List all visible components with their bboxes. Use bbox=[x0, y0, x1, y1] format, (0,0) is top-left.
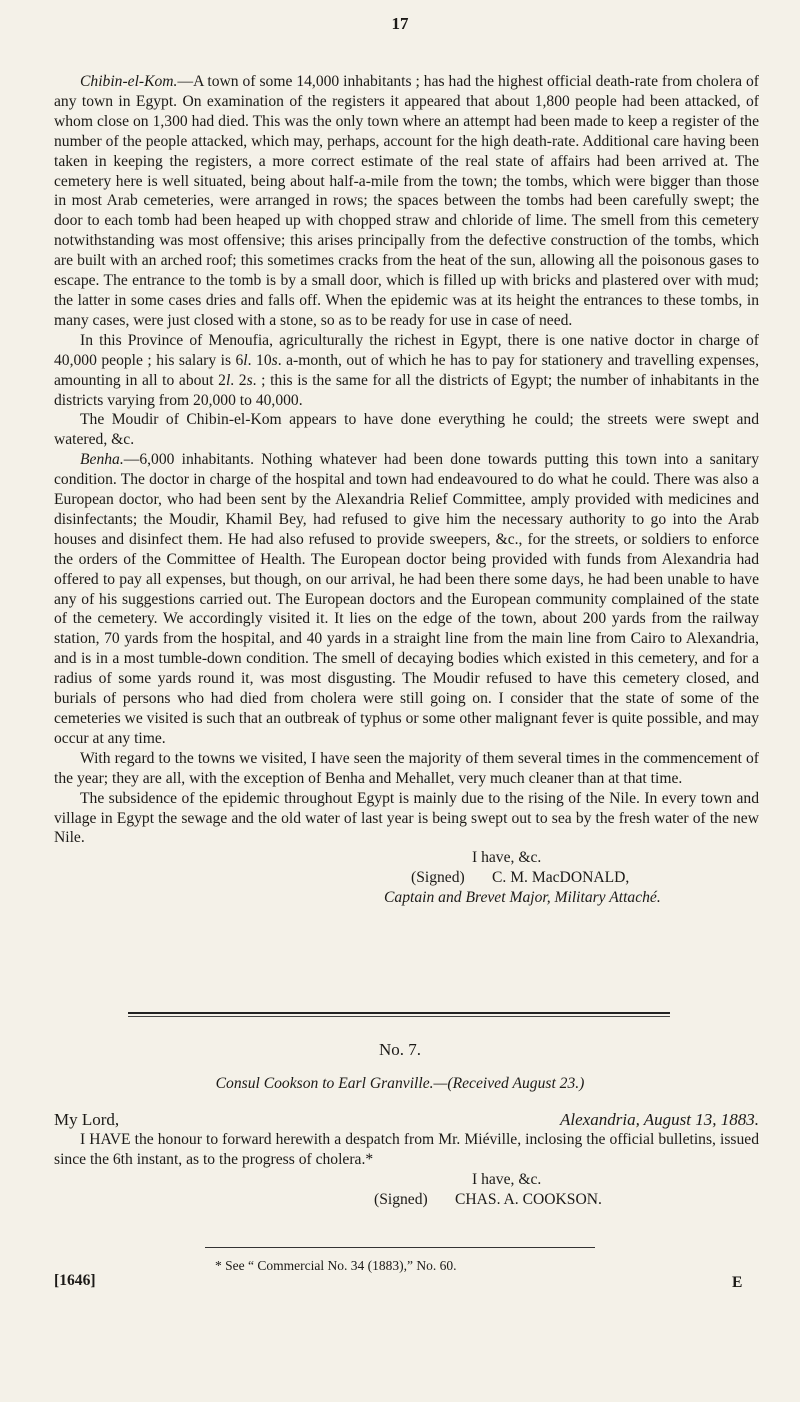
page-number: 17 bbox=[391, 14, 409, 33]
pound-symbol: l bbox=[243, 351, 248, 369]
salutation-row bbox=[54, 1110, 759, 1130]
report-body bbox=[54, 72, 759, 908]
letter-body bbox=[54, 1110, 759, 1210]
section-divider bbox=[128, 1012, 670, 1014]
shilling-symbol: s bbox=[246, 371, 253, 389]
paragraph-text: . a-month, out of which he has to pay for stationery and travelling expenses, amounting in all to about 2 bbox=[54, 351, 760, 389]
signed-line: (Signed) C. M. MacDONALD, bbox=[411, 869, 630, 887]
signature-mark: E bbox=[732, 1274, 743, 1291]
pound-symbol: l bbox=[225, 371, 231, 389]
paragraph-subsidence: The subsidence of the epidemic throughout Egypt is mainly due to the rising of the Nile. In every town and village in Egypt the sewage and the old water of last year is being swept out to sea by the fresh water of the new Nile. bbox=[54, 789, 759, 847]
paragraph-towns: With regard to the towns we visited, I have seen the majority of them several times in the commencement of the year; they are all, with the exception of Benha and Mehallet, very much cleaner than at that time. bbox=[54, 749, 759, 787]
shilling-symbol: s bbox=[271, 351, 278, 369]
signatory-title: Captain and Brevet Major, Military Attaché. bbox=[384, 889, 661, 907]
place-name-chibin: Chibin-el-Kom. bbox=[80, 73, 178, 90]
letter-paragraph: I HAVE the honour to forward herewith a despatch from Mr. Miéville, inclosing the official bulletins, issued since the 6th instant, as to the progress of cholera.* bbox=[54, 1130, 759, 1168]
document-number: No. 7. bbox=[378, 1040, 422, 1059]
print-reference: [1646] bbox=[54, 1272, 96, 1289]
paragraph-benha bbox=[54, 450, 759, 749]
signature-block bbox=[54, 848, 759, 908]
paragraph-text: . 10 bbox=[247, 351, 272, 369]
paragraph-chibin bbox=[54, 72, 759, 331]
paragraph-text: In this Province of Menoufia, agriculturally the richest in Egypt, there is one native doctor in charge of 40,000 people ; his salary is 6 bbox=[54, 331, 759, 369]
paragraph-text: . 2 bbox=[230, 371, 247, 389]
place-name-benha: Benha. bbox=[80, 451, 124, 469]
paragraph-menoufia bbox=[54, 331, 759, 411]
paragraph-moudir: The Moudir of Chibin-el-Kom appears to have done everything he could; the streets were swept and watered, &c. bbox=[54, 411, 759, 449]
letter-signed: (Signed) CHAS. A. COOKSON. bbox=[374, 1190, 602, 1208]
document-subtitle: Consul Cookson to Earl Granville.—(Received August 23.) bbox=[215, 1075, 585, 1092]
section-divider-thin bbox=[128, 1016, 670, 1017]
paragraph-text: —6,000 inhabitants. Nothing whatever had been done towards putting this town into a sanitary condition. The doctor in charge of the hospital and town had endeavoured to do what he could. There was also a European doctor, who had been sent by the Alexandria Relief Committee, amply provided with medicines and disinfectants; the Moudir, Khamil Bey, had refused to give him the necessary authority to go into the Arab houses and disinfect them. He had also refused to provide sweepers, &c., for the streets, or soldiers to enforce the orders of the Committee of Health. The European doctor being provided with funds from Alexandria had offered to pay all expenses, but though, on our arrival, he had been there some days, he had been unable to have any of his suggestions carried out. The European doctors and the European community complained of the state of the cemetery. We accordingly visited it. It lies on the edge of the town, about 200 yards from the railway station, 70 yards from the hospital, and 40 yards in a straight line from the main line from Cairo to Alexandria, and is in a most tumble-down condition. The smell of decaying bodies which existed in this cemetery, and for a radius of some yards round it, was most disgusting. The Moudir refused to have this cemetery closed, and burials of persons who had died from cholera were still going on. I consider that the state of some of the cemeteries we visited is such that an outbreak of typhus or some other malignant fever is quite possible, and may occur at any time. bbox=[54, 451, 760, 747]
closing-line: I have, &c. bbox=[472, 849, 542, 867]
letter-closing: I have, &c. bbox=[472, 1170, 542, 1188]
footnote-divider bbox=[205, 1247, 595, 1248]
footnote: * See “ Commercial No. 34 (1883),” No. 60. bbox=[215, 1258, 457, 1273]
place-date: Alexandria, August 13, 1883. bbox=[560, 1110, 759, 1129]
paragraph-text: . ; this is the same for all the districts of Egypt; the number of inhabitants in the districts varying from 20,000 to 40,000. bbox=[54, 371, 760, 409]
salutation: My Lord, bbox=[54, 1110, 120, 1129]
paragraph-text: —A town of some 14,000 inhabitants ; has had the highest official death-rate from cholera of any town in Egypt. On examination of the registers it appeared that about 1,800 people had been attacked, of whom close on 1,300 had died. This was the only town where an attempt had been made to keep a register of the number of the people attacked, which may, perhaps, account for the high death-rate. Additional care having been taken in keeping the registers, a more correct estimate of the real state of affairs had been arrived at. The cemetery here is well situated, being about half-a-mile from the town; the tombs, which were bigger than those in most Arab cemeteries, were arranged in rows; the spaces between the tombs had been carefully swept; the door to each tomb had been heaped up with chopped straw and chloride of lime. The smell from this cemetery notwithstanding was most offensive; this arises principally from the defective construction of the tombs, which are built with an arched roof; this sometimes cracks from the heat of the sun, allowing all the poisonous gases to escape. The entrance to the tomb is by a small door, which is filled up with bricks and plastered over with mud; the latter in some cases dries and falls off. When the epidemic was at its height the entrances to these tombs, in many cases, were just closed with a stone, so as to be ready for use in case of need. bbox=[54, 73, 759, 329]
